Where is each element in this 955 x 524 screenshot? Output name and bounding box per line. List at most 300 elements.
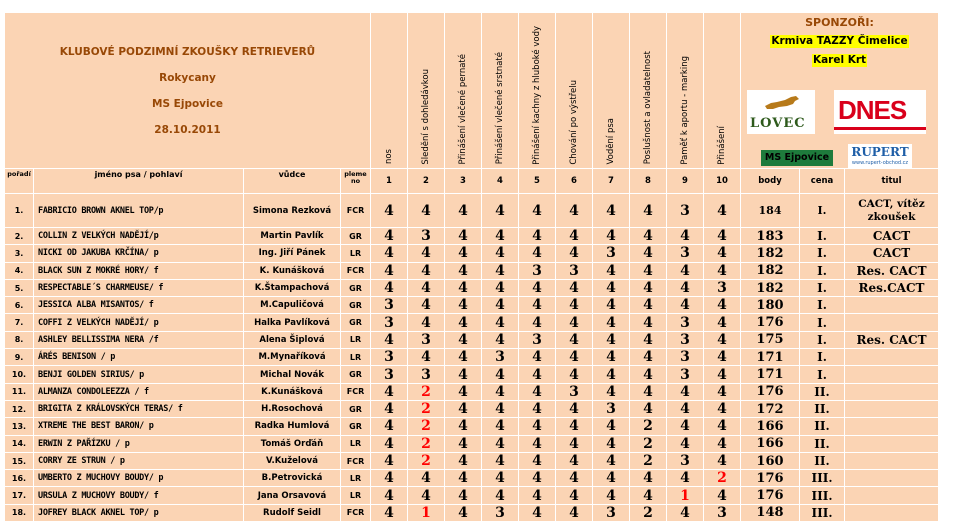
score-cell: 4	[519, 366, 556, 383]
event-info	[5, 13, 371, 169]
discipline-label: Přinášení vlečené srstnaté	[495, 52, 505, 165]
score-cell: 4	[371, 470, 408, 487]
score-cell: 4	[593, 314, 630, 331]
points-cell: 166	[741, 435, 800, 452]
title-cell	[845, 383, 939, 400]
points-cell: 176	[741, 470, 800, 487]
breed-code: LR	[341, 245, 371, 262]
score-cell: 4	[556, 418, 593, 435]
score-cell: 4	[408, 245, 445, 262]
score-cell: 4	[630, 487, 667, 504]
handler-name: M.Mynaříková	[244, 349, 341, 366]
row-order: 6.	[5, 297, 34, 314]
title-cell	[845, 366, 939, 383]
sponsors-heading: SPONZOŘI:	[805, 16, 874, 29]
score-cell: 4	[704, 383, 741, 400]
dog-name: FABRICIO BROWN AKNEL TOP/p	[34, 194, 244, 228]
score-cell: 4	[630, 366, 667, 383]
col-d2: 2	[408, 169, 445, 194]
discipline-6	[556, 13, 593, 169]
handler-name: Tomáš Orďáň	[244, 435, 341, 452]
score-cell: 4	[482, 470, 519, 487]
score-cell: 4	[593, 194, 630, 228]
dog-name: ÁRÉS BENISON / p	[34, 349, 244, 366]
score-cell: 4	[704, 487, 741, 504]
score-cell: 3	[667, 194, 704, 228]
score-cell: 1	[408, 504, 445, 521]
score-cell: 4	[519, 487, 556, 504]
score-cell: 4	[519, 452, 556, 469]
breed-code: LR	[341, 349, 371, 366]
discipline-label: Paměť k aportu - marking	[680, 55, 690, 165]
score-cell: 4	[593, 418, 630, 435]
score-cell: 4	[556, 194, 593, 228]
prize-cell: I.	[800, 366, 845, 383]
score-cell: 4	[445, 297, 482, 314]
score-cell: 4	[482, 297, 519, 314]
col-d9: 9	[667, 169, 704, 194]
score-cell: 2	[630, 452, 667, 469]
score-cell: 4	[667, 400, 704, 417]
breed-code: LR	[341, 435, 371, 452]
breed-code: GR	[341, 418, 371, 435]
score-cell: 4	[482, 194, 519, 228]
title-cell	[845, 418, 939, 435]
row-order: 13.	[5, 418, 34, 435]
discipline-10	[704, 13, 741, 169]
table-row	[5, 279, 939, 296]
score-cell: 1	[667, 487, 704, 504]
score-cell: 4	[556, 470, 593, 487]
results-table	[4, 12, 939, 522]
score-cell: 4	[371, 279, 408, 296]
score-cell: 3	[371, 314, 408, 331]
prize-cell: I.	[800, 228, 845, 245]
rupert-logo	[848, 144, 912, 168]
col-breed	[341, 169, 371, 194]
discipline-label: Přinášení	[717, 125, 727, 165]
col-d4: 4	[482, 169, 519, 194]
score-cell: 4	[408, 487, 445, 504]
prize-cell: III.	[800, 487, 845, 504]
dog-name: CORRY ZE STRUN / p	[34, 452, 244, 469]
discipline-9	[667, 13, 704, 169]
title-cell	[845, 314, 939, 331]
discipline-4	[482, 13, 519, 169]
dog-name: BRIGITA Z KRÁLOVSKÝCH TERAS/ f	[34, 400, 244, 417]
score-cell: 4	[667, 297, 704, 314]
col-prize: cena	[800, 169, 845, 194]
row-order: 2.	[5, 228, 34, 245]
row-order: 16.	[5, 470, 34, 487]
score-cell: 2	[630, 418, 667, 435]
score-cell: 4	[667, 279, 704, 296]
table-row	[5, 331, 939, 348]
score-cell: 4	[667, 470, 704, 487]
discipline-7	[593, 13, 630, 169]
table-row	[5, 418, 939, 435]
score-cell: 4	[371, 452, 408, 469]
table-row	[5, 228, 939, 245]
discipline-label: Přinášení kachny z hluboké vody	[532, 25, 542, 165]
table-row	[5, 383, 939, 400]
score-cell: 4	[408, 470, 445, 487]
score-cell: 4	[593, 452, 630, 469]
handler-name: Simona Rezková	[244, 194, 341, 228]
prize-cell: II.	[800, 452, 845, 469]
column-header-row	[5, 169, 939, 194]
score-cell: 4	[445, 245, 482, 262]
score-cell: 4	[371, 418, 408, 435]
score-cell: 4	[556, 504, 593, 521]
score-cell: 4	[630, 314, 667, 331]
score-cell: 4	[445, 470, 482, 487]
col-title: titul	[845, 169, 939, 194]
score-cell: 4	[667, 228, 704, 245]
score-cell: 3	[593, 245, 630, 262]
points-cell: 148	[741, 504, 800, 521]
handler-name: Radka Humlová	[244, 418, 341, 435]
score-cell: 4	[482, 228, 519, 245]
event-club: MS Ejpovice	[152, 97, 223, 110]
prize-cell: II.	[800, 418, 845, 435]
score-cell: 4	[556, 228, 593, 245]
score-cell: 4	[556, 366, 593, 383]
score-cell: 3	[408, 228, 445, 245]
score-cell: 4	[519, 435, 556, 452]
breed-code: GR	[341, 400, 371, 417]
score-cell: 4	[445, 452, 482, 469]
score-cell: 3	[519, 262, 556, 279]
score-cell: 4	[371, 400, 408, 417]
discipline-1	[371, 13, 408, 169]
title-cell	[845, 297, 939, 314]
score-cell: 4	[519, 504, 556, 521]
score-cell: 4	[704, 400, 741, 417]
breed-code: GR	[341, 297, 371, 314]
score-cell: 4	[445, 314, 482, 331]
score-cell: 4	[371, 194, 408, 228]
score-cell: 3	[556, 383, 593, 400]
score-cell: 2	[408, 418, 445, 435]
score-cell: 4	[519, 194, 556, 228]
title-cell: CACT	[845, 245, 939, 262]
score-cell: 3	[371, 349, 408, 366]
score-cell: 4	[556, 435, 593, 452]
sponsor-line-2: Karel Krt	[812, 54, 867, 66]
score-cell: 4	[445, 331, 482, 348]
table-row	[5, 314, 939, 331]
score-cell: 4	[630, 228, 667, 245]
discipline-label: Přinášení vlečené pernaté	[458, 53, 468, 165]
table-row	[5, 470, 939, 487]
row-order: 5.	[5, 279, 34, 296]
col-order-label: pořadí	[7, 170, 31, 178]
title-cell	[845, 487, 939, 504]
score-cell: 3	[667, 245, 704, 262]
prize-cell: III.	[800, 470, 845, 487]
score-cell: 4	[408, 279, 445, 296]
prize-cell: I.	[800, 245, 845, 262]
table-row	[5, 487, 939, 504]
points-cell: 171	[741, 366, 800, 383]
dog-name: BENJI GOLDEN SIRIUS/ p	[34, 366, 244, 383]
score-cell: 4	[556, 400, 593, 417]
score-cell: 4	[630, 349, 667, 366]
score-cell: 3	[482, 504, 519, 521]
score-cell: 4	[593, 279, 630, 296]
table-row	[5, 452, 939, 469]
col-d10: 10	[704, 169, 741, 194]
score-cell: 4	[482, 418, 519, 435]
score-cell: 3	[593, 400, 630, 417]
handler-name: Jana Orsavová	[244, 487, 341, 504]
handler-name: Ing. Jiří Pánek	[244, 245, 341, 262]
sponsor-line-1: Krmiva TAZZY Čimelice	[771, 35, 908, 47]
prize-cell: I.	[800, 349, 845, 366]
prize-cell: II.	[800, 400, 845, 417]
score-cell: 4	[556, 349, 593, 366]
score-cell: 3	[556, 262, 593, 279]
score-cell: 2	[408, 452, 445, 469]
row-order: 14.	[5, 435, 34, 452]
col-d8: 8	[630, 169, 667, 194]
score-cell: 4	[371, 228, 408, 245]
lovec-logo-text: LOVEC	[750, 116, 806, 131]
handler-name: K.Štampachová	[244, 279, 341, 296]
score-cell: 4	[704, 314, 741, 331]
row-order: 12.	[5, 400, 34, 417]
col-d5: 5	[519, 169, 556, 194]
sponsors-panel	[741, 13, 939, 169]
title-cell	[845, 349, 939, 366]
handler-name: H.Rosochová	[244, 400, 341, 417]
score-cell: 4	[593, 331, 630, 348]
title-cell	[845, 452, 939, 469]
breed-code: LR	[341, 331, 371, 348]
score-cell: 4	[482, 331, 519, 348]
score-cell: 4	[371, 383, 408, 400]
ms-ejpovice-logo: MS Ejpovice	[761, 150, 833, 166]
title-cell	[845, 504, 939, 521]
score-cell: 4	[593, 228, 630, 245]
score-cell: 4	[556, 487, 593, 504]
dog-name: NICKI OD JAKUBA KRČÍNA/ p	[34, 245, 244, 262]
score-cell: 4	[519, 349, 556, 366]
col-d6: 6	[556, 169, 593, 194]
score-cell: 4	[371, 435, 408, 452]
row-order: 18.	[5, 504, 34, 521]
score-cell: 4	[593, 470, 630, 487]
handler-name: Michal Novák	[244, 366, 341, 383]
score-cell: 4	[593, 383, 630, 400]
score-cell: 4	[704, 228, 741, 245]
table-row	[5, 297, 939, 314]
breed-code: FCR	[341, 194, 371, 228]
breed-code: FCR	[341, 262, 371, 279]
handler-name: K. Kunášková	[244, 262, 341, 279]
row-order: 7.	[5, 314, 34, 331]
score-cell: 3	[371, 297, 408, 314]
score-cell: 4	[371, 245, 408, 262]
score-cell: 4	[630, 262, 667, 279]
discipline-label: Sledění s dohledávkou	[421, 68, 431, 165]
handler-name: Rudolf Seidl	[244, 504, 341, 521]
score-cell: 4	[482, 245, 519, 262]
points-cell: 176	[741, 487, 800, 504]
score-cell: 4	[371, 504, 408, 521]
score-cell: 4	[704, 331, 741, 348]
col-d1: 1	[371, 169, 408, 194]
score-cell: 2	[704, 470, 741, 487]
points-cell: 175	[741, 331, 800, 348]
points-cell: 180	[741, 297, 800, 314]
col-d7: 7	[593, 169, 630, 194]
points-cell: 171	[741, 349, 800, 366]
title-cell: CACT	[845, 228, 939, 245]
score-cell: 4	[482, 262, 519, 279]
score-cell: 4	[408, 194, 445, 228]
score-cell: 4	[482, 452, 519, 469]
breed-code: GR	[341, 228, 371, 245]
discipline-label: Poslušnost a ovladatelnost	[643, 51, 653, 165]
dog-name: BLACK SUN Z MOKRÉ HORY/ f	[34, 262, 244, 279]
dnes-logo	[834, 90, 926, 134]
prize-cell: I.	[800, 194, 845, 228]
score-cell: 4	[593, 262, 630, 279]
score-cell: 3	[371, 366, 408, 383]
score-cell: 4	[704, 435, 741, 452]
col-name: jméno psa / pohlaví	[34, 169, 244, 194]
score-cell: 4	[519, 470, 556, 487]
score-cell: 4	[593, 487, 630, 504]
score-cell: 4	[408, 349, 445, 366]
score-cell: 4	[519, 279, 556, 296]
handler-name: Halka Pavlíková	[244, 314, 341, 331]
score-cell: 4	[667, 435, 704, 452]
score-cell: 4	[704, 349, 741, 366]
dnes-logo-bar	[834, 127, 926, 130]
rupert-logo-text: RUPERT	[851, 145, 909, 159]
score-cell: 4	[445, 418, 482, 435]
table-row	[5, 194, 939, 228]
score-cell: 4	[519, 228, 556, 245]
score-cell: 4	[556, 297, 593, 314]
row-order: 8.	[5, 331, 34, 348]
score-cell: 4	[667, 504, 704, 521]
lovec-logo	[747, 90, 815, 134]
dog-name: JOFREY BLACK AKNEL TOP/ p	[34, 504, 244, 521]
breed-code: GR	[341, 366, 371, 383]
score-cell: 4	[482, 400, 519, 417]
score-cell: 4	[445, 279, 482, 296]
score-cell: 3	[408, 366, 445, 383]
score-cell: 4	[593, 366, 630, 383]
prize-cell: II.	[800, 383, 845, 400]
score-cell: 3	[667, 331, 704, 348]
score-cell: 4	[630, 331, 667, 348]
score-cell: 4	[704, 366, 741, 383]
dog-name: COFFI Z VELKÝCH NADĚJÍ/ p	[34, 314, 244, 331]
row-order: 17.	[5, 487, 34, 504]
score-cell: 4	[445, 383, 482, 400]
dog-name: XTREME THE BEST BARON/ p	[34, 418, 244, 435]
score-cell: 4	[445, 228, 482, 245]
score-cell: 2	[630, 504, 667, 521]
score-cell: 4	[519, 314, 556, 331]
breed-code: GR	[341, 314, 371, 331]
dog-name: COLLIN Z VELKÝCH NADĚJÍ/p	[34, 228, 244, 245]
score-cell: 4	[371, 487, 408, 504]
score-cell: 4	[704, 297, 741, 314]
prize-cell: I.	[800, 331, 845, 348]
score-cell: 3	[667, 366, 704, 383]
breed-code: FCR	[341, 504, 371, 521]
col-breed-label: plemeno	[344, 170, 367, 185]
title-cell: CACT, vítěz zkoušek	[845, 194, 939, 228]
dog-name: ERWIN Z PAŘÍZKU / p	[34, 435, 244, 452]
prize-cell: I.	[800, 297, 845, 314]
discipline-3	[445, 13, 482, 169]
breed-code: LR	[341, 487, 371, 504]
score-cell: 2	[408, 400, 445, 417]
points-cell: 183	[741, 228, 800, 245]
score-cell: 3	[667, 349, 704, 366]
row-order: 3.	[5, 245, 34, 262]
score-cell: 3	[519, 331, 556, 348]
header-row	[5, 13, 939, 169]
score-cell: 4	[704, 245, 741, 262]
table-row	[5, 245, 939, 262]
breed-code: FCR	[341, 452, 371, 469]
score-cell: 4	[630, 245, 667, 262]
title-cell: Res. CACT	[845, 262, 939, 279]
score-cell: 4	[482, 279, 519, 296]
handler-name: V.Kuželová	[244, 452, 341, 469]
discipline-label: nos	[384, 149, 394, 165]
dog-name: URSULA Z MUCHOVY BOUDY/ f	[34, 487, 244, 504]
title-cell	[845, 470, 939, 487]
score-cell: 4	[519, 245, 556, 262]
score-cell: 4	[482, 366, 519, 383]
score-cell: 4	[630, 194, 667, 228]
discipline-label: Vodění psa	[606, 118, 616, 165]
score-cell: 4	[630, 279, 667, 296]
score-cell: 4	[630, 400, 667, 417]
score-cell: 4	[593, 435, 630, 452]
rupert-logo-sub: www.rupert-obchod.cz	[851, 160, 909, 166]
table-row	[5, 349, 939, 366]
dnes-logo-text: DNES	[838, 95, 907, 125]
score-cell: 4	[556, 314, 593, 331]
discipline-2	[408, 13, 445, 169]
score-cell: 4	[482, 435, 519, 452]
table-row	[5, 262, 939, 279]
discipline-label: Chování po výstřelu	[569, 79, 579, 165]
event-place: Rokycany	[159, 71, 216, 84]
score-cell: 4	[519, 297, 556, 314]
prize-cell: I.	[800, 279, 845, 296]
score-cell: 4	[445, 366, 482, 383]
col-order	[5, 169, 34, 194]
score-cell: 4	[667, 418, 704, 435]
title-cell: Res. CACT	[845, 331, 939, 348]
title-cell	[845, 435, 939, 452]
col-handler: vůdce	[244, 169, 341, 194]
table-row	[5, 435, 939, 452]
score-cell: 4	[445, 487, 482, 504]
dog-name: ASHLEY BELLISSIMA NERA /f	[34, 331, 244, 348]
